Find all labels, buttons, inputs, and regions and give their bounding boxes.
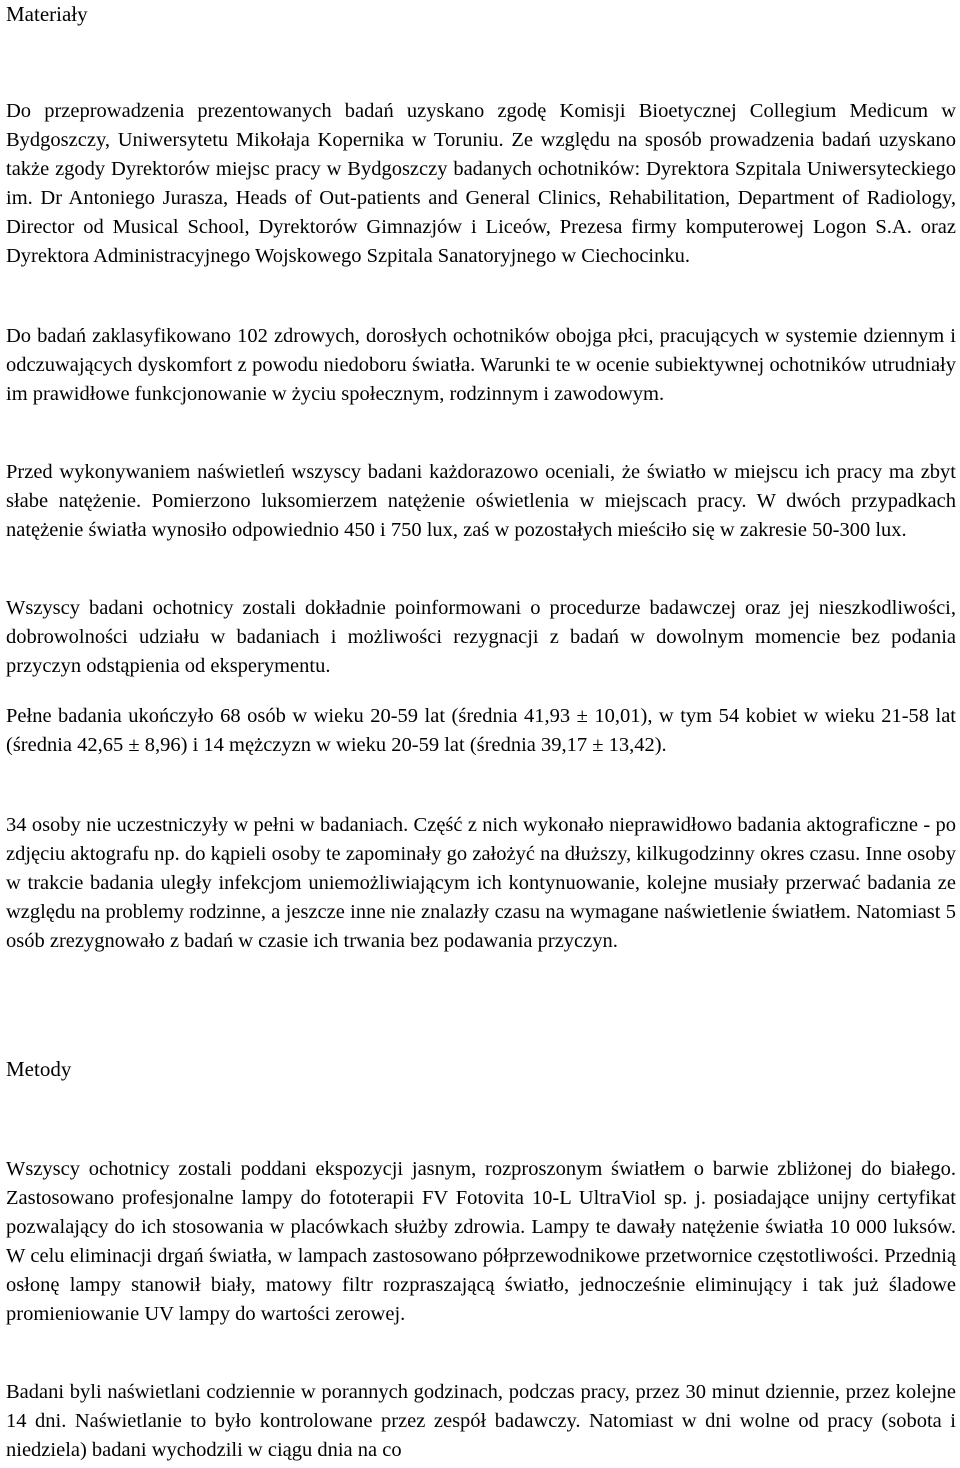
paragraph-light-exposure: Wszyscy ochotnicy zostali poddani ekspozycji jasnym, rozproszonym światłem o barwie zbliżonej do białego. Zastosowano profesjonalne lampy do fototerapii FV Fotovita 10-L UltraViol sp. j. posiadające unijny certyfikat pozwalający do ich stosowania w placówkach służby zdrowia. Lampy te dawały natężenie światła 10 000 luksów. W celu eliminacji drgań światła, w lampach zastosowano półprzewodnikowe przetwornice częstotliwości. Przednią osłonę lampy stanowił biały, matowy filtr rozpraszającą światło, jednocześnie eliminujący i tak już śladowe promieniowanie UV lampy do wartości zerowej.	[6, 1158, 956, 1325]
paragraph-participants: Do badań zaklasyfikowano 102 zdrowych, dorosłych ochotników obojga płci, pracujących w systemie dziennym i odczuwających dyskomfort z powodu niedoboru światła. Warunki te w ocenie subiektywnej ochotników utrudniały im prawidłowe funkcjonowanie w życiu społecznym, rodzinnym i zawodowym.	[6, 325, 956, 405]
paragraph-completed-study: Pełne badania ukończyło 68 osób w wieku 20-59 lat (średnia 41,93 ± 10,01), w tym 54 kobiet w wieku 21-58 lat (średnia 42,65 ± 8,96) i 14 mężczyzn w wieku 20-59 lat (średnia 39,17 ± 13,42).	[6, 705, 956, 756]
section-heading-materialy: Materiały	[6, 2, 88, 26]
paragraph-informed-consent: Wszyscy badani ochotnicy zostali dokładnie poinformowani o procedurze badawczej oraz jej nieszkodliwości, dobrowolności udziału w badaniach i możliwości rezygnacji z badań w dowolnym momencie bez podania przyczyn odstąpienia od eksperymentu.	[6, 597, 956, 677]
paragraph-exposure-schedule: Badani byli naświetlani codziennie w porannych godzinach, podczas pracy, przez 30 minut dziennie, przez kolejne 14 dni. Naświetlanie to było kontrolowane przez zespół badawczy. Natomiast w dni wolne od pracy (sobota i niedziela) badani wychodzili w ciągu dnia na co	[6, 1381, 956, 1461]
section-heading-metody: Metody	[6, 1057, 72, 1081]
paragraph-dropouts: 34 osoby nie uczestniczyły w pełni w badaniach. Część z nich wykonało nieprawidłowo badania aktograficzne - po zdjęciu aktografu np. do kąpieli osoby te zapominały go założyć na dłuższy, kilkugodzinny okres czasu. Inne osoby w trakcie badania uległy infekcjom uniemożliwiającym ich kontynuowanie, kolejne musiały przerwać badania ze względu na problemy rodzinne, a jeszcze inne nie znalazły czasu na wymagane naświetlenie światłem. Natomiast 5 osób zrezygnowało z badań w czasie ich trwania bez podawania przyczyn.	[6, 814, 956, 952]
paragraph-ethics-approval: Do przeprowadzenia prezentowanych badań uzyskano zgodę Komisji Bioetycznej Collegium Medicum w Bydgoszczy, Uniwersytetu Mikołaja Kopernika w Toruniu. Ze względu na sposób prowadzenia badań uzyskano także zgody Dyrektorów miejsc pracy w Bydgoszczy badanych ochotników: Dyrektora Szpitala Uniwersyteckiego im. Dr Antoniego Jurasza, Heads of Out-patients and General Clinics, Rehabilitation, Department of Radiology, Director od Musical School, Dyrektorów Gimnazjów i Liceów, Prezesa firmy komputerowej Logon S.A. oraz Dyrektora Administracyjnego Wojskowego Szpitala Sanatoryjnego w Ciechocinku.	[6, 100, 956, 267]
paragraph-light-measurement: Przed wykonywaniem naświetleń wszyscy badani każdorazowo oceniali, że światło w miejscu ich pracy ma zbyt słabe natężenie. Pomierzono luksomierzem natężenie oświetlenia w miejscach pracy. W dwóch przypadkach natężenie światła wynosiło odpowiednio 450 i 750 lux, zaś w pozostałych mieściło się w zakresie 50-300 lux.	[6, 461, 956, 541]
